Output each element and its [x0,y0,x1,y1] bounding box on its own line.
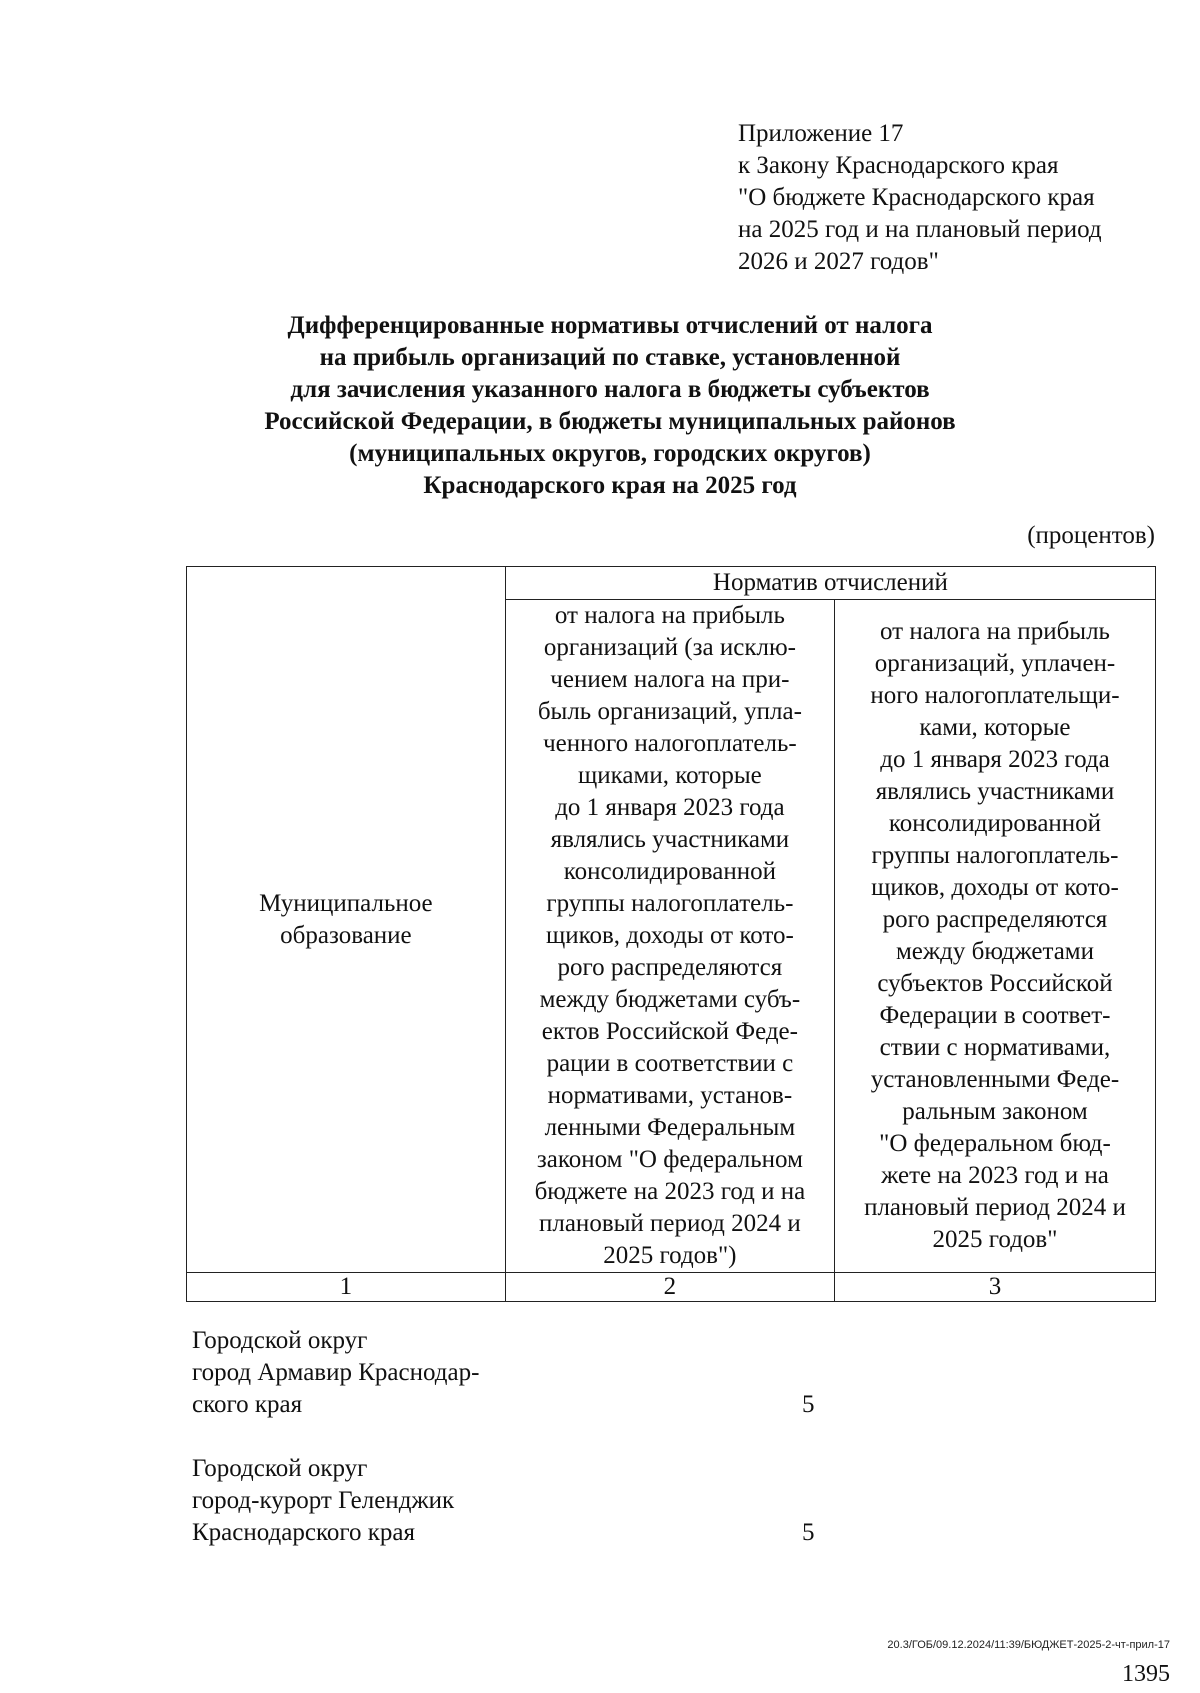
municipality-name-line: ского края [192,1391,303,1418]
header-line: группы налогоплатель- [546,890,794,917]
header-line: организаций, уплачен- [874,650,1116,677]
header-line: ствии с нормативами, [879,1034,1111,1061]
appendix-line: на 2025 год и на плановый период [738,216,1102,243]
col-number-2: 2 [505,1273,834,1302]
title-line: Краснодарского края на 2025 год [423,472,797,499]
table-row [192,1325,892,1421]
header-line: Федерации в соответ- [879,1002,1111,1029]
header-line: рого распределяются [557,954,783,981]
page-number: 1395 [1122,1661,1170,1687]
appendix-line: Приложение 17 [738,120,904,147]
header-line: законом "О федеральном [536,1146,803,1173]
municipality-name-line: Городской округ [192,1327,368,1354]
header-line: субъектов Российской [877,970,1113,997]
municipality-name-line: город Армавир Краснодар- [192,1359,480,1386]
header-line: ральным законом [902,1098,1088,1125]
header-line: "О федеральном бюд- [879,1130,1111,1157]
title-line: для зачисления указанного налога в бюджеты субъектов [290,376,930,403]
header-line: образование [280,921,412,949]
normatives-table [186,566,1156,1302]
municipality-name-line: город-курорт Геленджик [192,1487,455,1514]
header-line: 2025 годов" [932,1226,1058,1253]
title-line: Российской Федерации, в бюджеты муниципальных районов [264,408,956,435]
title-line: на прибыль организаций по ставке, установленной [319,344,901,371]
table-row [192,1453,892,1549]
municipality-name-line: Краснодарского края [192,1519,415,1546]
header-line: чением налога на при- [550,666,790,693]
footer-code: 20.3/ГОБ/09.12.2024/11:39/БЮДЖЕТ-2025-2-чт-прил-17 [887,1639,1170,1651]
header-line: между бюджетами [895,938,1095,965]
header-municipality [187,567,506,1273]
header-line: ками, которые [919,714,1071,741]
appendix-line: к Закону Краснодарского края [738,152,1059,179]
header-line: рого распределяются [882,906,1108,933]
header-col2 [505,600,834,1273]
header-line: установленными Феде- [870,1066,1120,1093]
header-line: плановый период 2024 и [538,1210,801,1237]
header-line: ектов Российской Феде- [541,1018,798,1045]
header-line: являлись участниками [875,778,1115,805]
header-line: до 1 января 2023 года [555,794,785,821]
header-line: между бюджетами субъ- [539,986,801,1013]
header-line: до 1 января 2023 года [880,746,1110,773]
header-line: от налога на прибыль [554,602,785,629]
appendix-line: "О бюджете Краснодарского края [738,184,1095,211]
header-line: организаций (за исклю- [543,634,796,661]
header-line: быль организаций, упла- [537,698,802,725]
header-line: консолидированной [563,858,776,885]
header-line: плановый период 2024 и [864,1194,1126,1221]
normative-value: 5 [802,1519,815,1546]
document-title [180,310,1040,502]
data-rows [192,1325,892,1581]
title-line: Дифференцированные нормативы отчислений от налога [287,312,933,339]
header-line: консолидированной [888,810,1102,837]
header-line: 2025 годов") [603,1242,737,1269]
header-line: щиками, которые [578,762,762,789]
header-line: щиков, доходы от кото- [871,874,1119,901]
normative-value: 5 [802,1391,815,1418]
title-line: (муниципальных округов, городских округов) [349,440,871,467]
header-line: от налога на прибыль [879,618,1110,645]
header-line: Муниципальное [259,889,433,917]
units-label: (процентов) [1027,522,1155,549]
col-number-3: 3 [834,1273,1155,1302]
appendix-header [738,118,1102,278]
header-line: ченного налогоплатель- [543,730,797,757]
header-line: являлись участниками [550,826,790,853]
municipality-name [192,1325,532,1421]
header-line: бюджете на 2023 год и на [534,1178,806,1205]
header-line: группы налогоплатель- [871,842,1119,869]
municipality-name-line: Городской округ [192,1455,368,1482]
appendix-line: 2026 и 2027 годов" [738,248,939,275]
header-line: щиков, доходы от кото- [545,922,794,949]
municipality-name [192,1453,532,1549]
header-line: жете на 2023 год и на [881,1162,1109,1189]
header-group-normative: Норматив отчислений [505,567,1155,600]
header-line: нормативами, установ- [547,1082,793,1109]
header-line: ного налогоплательщи- [870,682,1120,709]
header-col3 [834,600,1155,1273]
header-line: ленными Федеральным [544,1114,796,1141]
col-number-1: 1 [187,1273,506,1302]
header-line: рации в соответствии с [546,1050,794,1077]
